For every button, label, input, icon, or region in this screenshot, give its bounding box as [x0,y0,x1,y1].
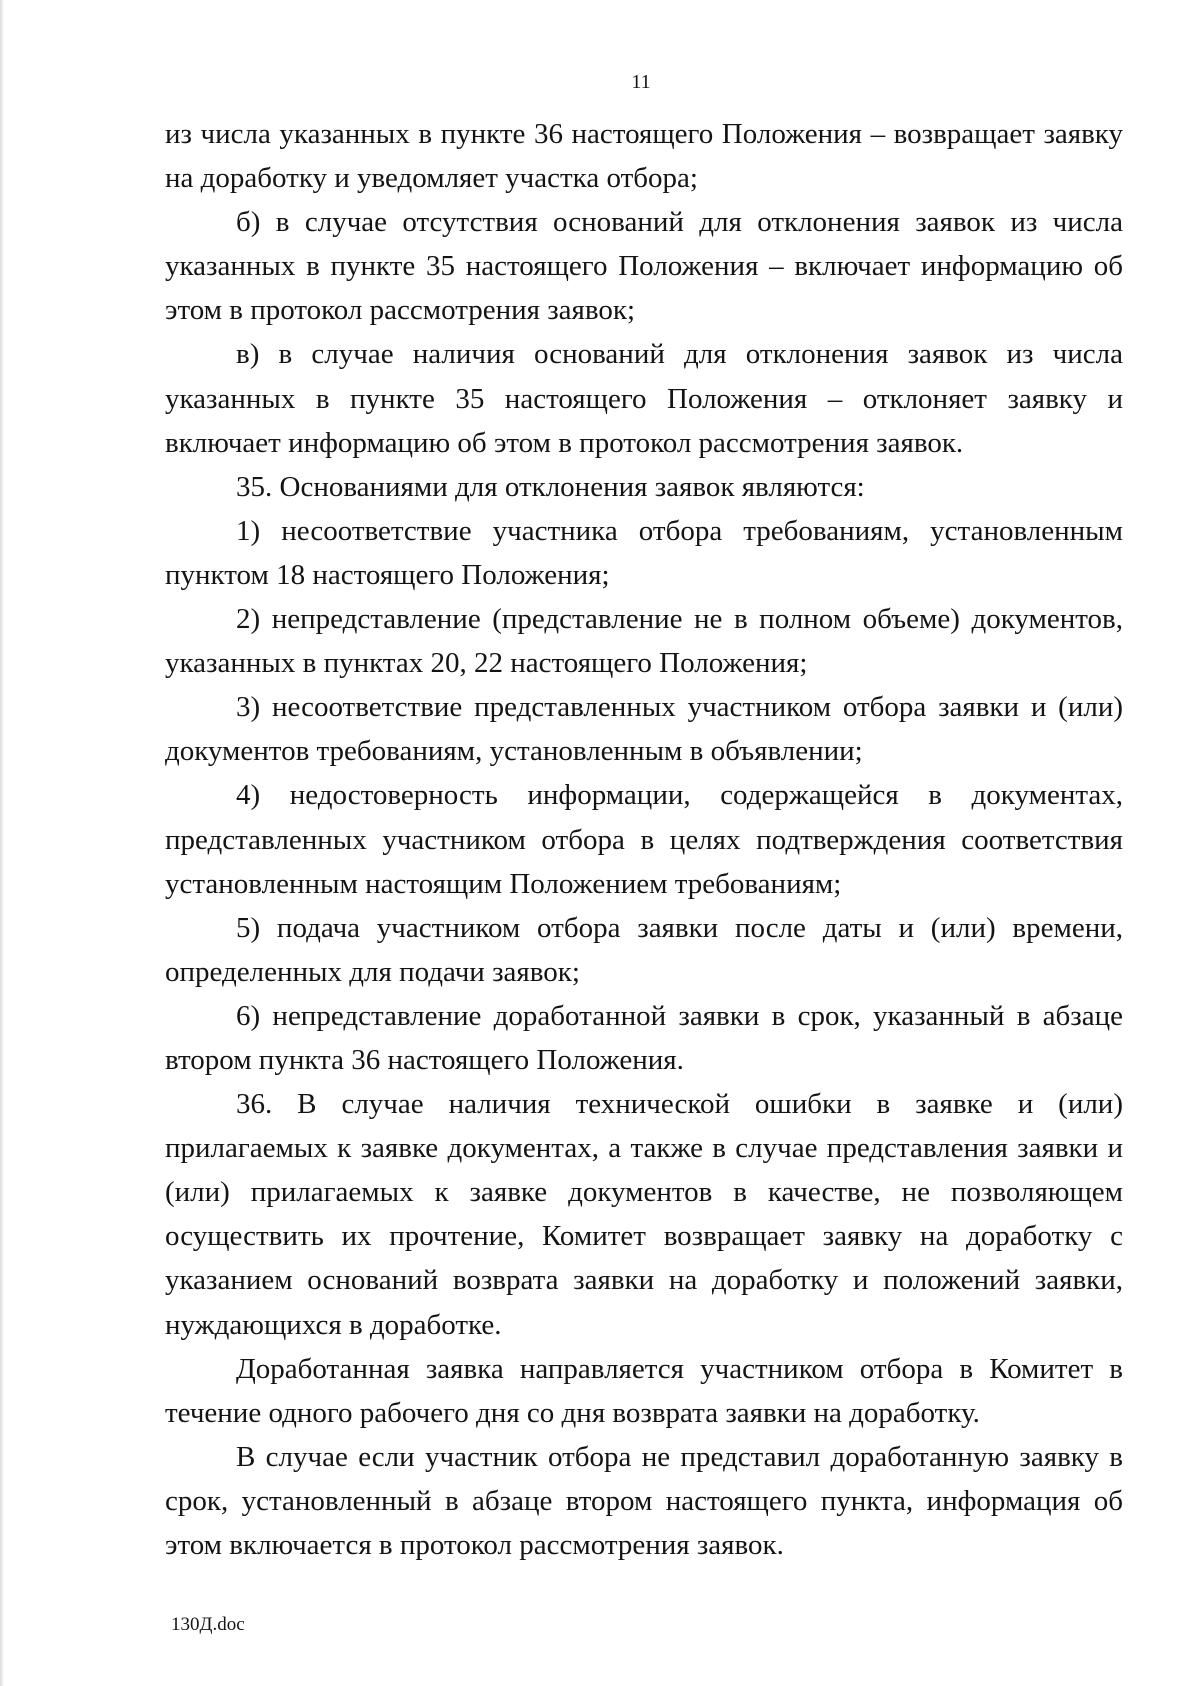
paragraph-clause-36: 36. В случае наличия технической ошибки в заявке и (или) прилагаемых к заявке документах, а также в случае представления заявки и (или) прилагаемых к заявке документов в качестве, не позволяющем осуществить их прочтение, Комитет возвращает заявку на доработку с указанием оснований возврата заявки на доработку и положений заявки, нуждающихся в доработке. [165,1088,1123,1341]
document-body [165,112,1123,1567]
paragraph-item-1: 1) несоответствие участника отбора требованиям, установленным пунктом 18 настоящего Положения; [165,514,1123,591]
scan-edge [0,0,4,1686]
paragraph-continuation: из числа указанных в пункте 36 настоящего Положения – возвращает заявку на доработку и уведомляет участка отбора; [165,118,1123,195]
paragraph-item-4: 4) недостоверность информации, содержащейся в документах, представленных участником отбора в целях подтверждения соответствия установленным настоящим Положением требованиям; [165,779,1123,900]
paragraph-clause-35: 35. Основаниями для отклонения заявок являются: [236,470,865,503]
paragraph-item-b: б) в случае отсутствия оснований для отклонения заявок из числа указанных в пункте 35 настоящего Положения – включает информацию об этом в протокол рассмотрения заявок; [165,206,1123,327]
paragraph-item-5: 5) подача участником отбора заявки после даты и (или) времени, определенных для подачи заявок; [165,911,1123,988]
paragraph-item-v: в) в случае наличия оснований для отклонения заявок из числа указанных в пункте 35 настоящего Положения – отклоняет заявку и включает информацию об этом в протокол рассмотрения заявок. [165,338,1123,459]
footer-filename: 130Д.doc [171,1614,245,1635]
paragraph-not-submitted: В случае если участник отбора не представил доработанную заявку в срок, установленный в абзаце втором настоящего пункта, информация об этом включается в протокол рассмотрения заявок. [165,1440,1123,1561]
page-number: 11 [631,71,651,93]
paragraph-item-6: 6) непредставление доработанной заявки в срок, указанный в абзаце втором пункта 36 настоящего Положения. [165,999,1123,1076]
paragraph-revised-application: Доработанная заявка направляется участником отбора в Комитет в течение одного рабочего дня со дня возврата заявки на доработку. [165,1352,1123,1429]
paragraph-item-2: 2) непредставление (представление не в полном объеме) документов, указанных в пунктах 20, 22 настоящего Положения; [165,603,1123,680]
paragraph-item-3: 3) несоответствие представленных участником отбора заявки и (или) документов требованиям, установленным в объявлении; [165,691,1123,768]
